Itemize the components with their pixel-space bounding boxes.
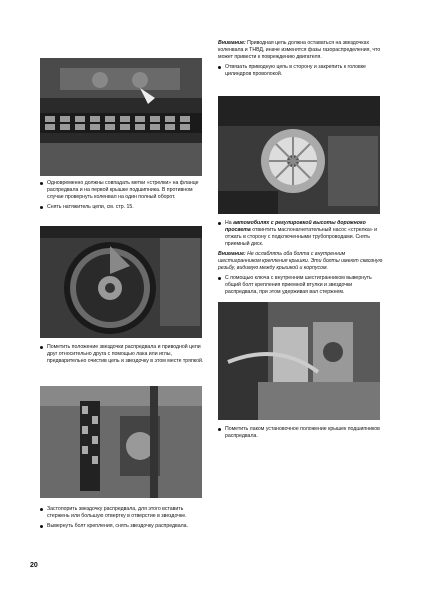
engine-chain-image: [40, 58, 202, 176]
photo-pump-unit: [218, 96, 380, 214]
left-caption-1: [40, 180, 204, 214]
list-item: С помощью ключа с внутренним шестигранником вывернуть общий болт крепления приемной втулки и звездочки распредвала, при этом удерживая вал стержнем.: [218, 275, 384, 296]
pump-image: [218, 96, 380, 214]
left-caption-2: [40, 344, 204, 368]
attention-label: Внимание:: [218, 40, 246, 46]
right-caption-2: [218, 220, 384, 299]
text-body: отвинтить маслонагнетательный насос «стрелка» и отжать в сторону с подключенными трубопроводами. Снять приемный диск.: [225, 227, 378, 247]
list-item: Снять натяжитель цепи, см. стр. 15.: [40, 204, 204, 211]
photo-chain-sprocket-marks: [40, 58, 202, 176]
list-item: Пометить лаком установочное положение крышек подшипников распредвала.: [218, 426, 384, 440]
list-item: [218, 220, 384, 248]
right-caption-3: [218, 426, 384, 443]
list-item: Застопорить звездочку распредвала, для этого вставить стержень или большую отвертку в отверстие в звездочке.: [40, 506, 204, 520]
list-item: Пометить положение звездочки распредвала и приводной цепи друг относительно друга с помощью лака или иглы, предварительно очистив цепь и звездочку в этом месте тряпкой.: [40, 344, 204, 365]
list-item: Одновременно должны совпадать метки «стрелки» на фланце распредвала и на первой крышке подшипника. В противном случае провернуть коленвал на один полный оборот.: [40, 180, 204, 201]
locking-image: [40, 386, 202, 498]
highlight-text: автомобилях с регулировкой высоты дорожного просвета: [225, 220, 366, 233]
right-top-text: [218, 40, 386, 81]
sprocket-image: [40, 226, 202, 338]
attention-label: Внимание:: [218, 251, 246, 257]
attention-text: Приводная цепь должна оставаться на звездочках коленвала и ТНВД, иначе изменятся фазы газораспределения, что может привести к повреждению двигателя.: [218, 40, 381, 60]
list-item: Отвязать приводную цепь в сторону и закрепить к головке цилиндров проволокой.: [218, 64, 386, 78]
photo-bearing-caps: [218, 302, 380, 420]
bearing-caps-image: [218, 302, 380, 420]
photo-sprocket-locking: [40, 386, 202, 498]
page-number: 20: [30, 562, 38, 569]
attention-text: Не ослаблять оба болта с внутренним шестигранником крепления крышки. Эти болты имеют сквозную резьбу, видимую между крышкой и корпусом.: [218, 251, 383, 271]
photo-camshaft-sprocket: [40, 226, 202, 338]
text-prefix: На: [225, 220, 232, 226]
list-item: Вывернуть болт крепления, снять звездочку распредвала.: [40, 523, 204, 530]
left-caption-3: [40, 506, 204, 533]
